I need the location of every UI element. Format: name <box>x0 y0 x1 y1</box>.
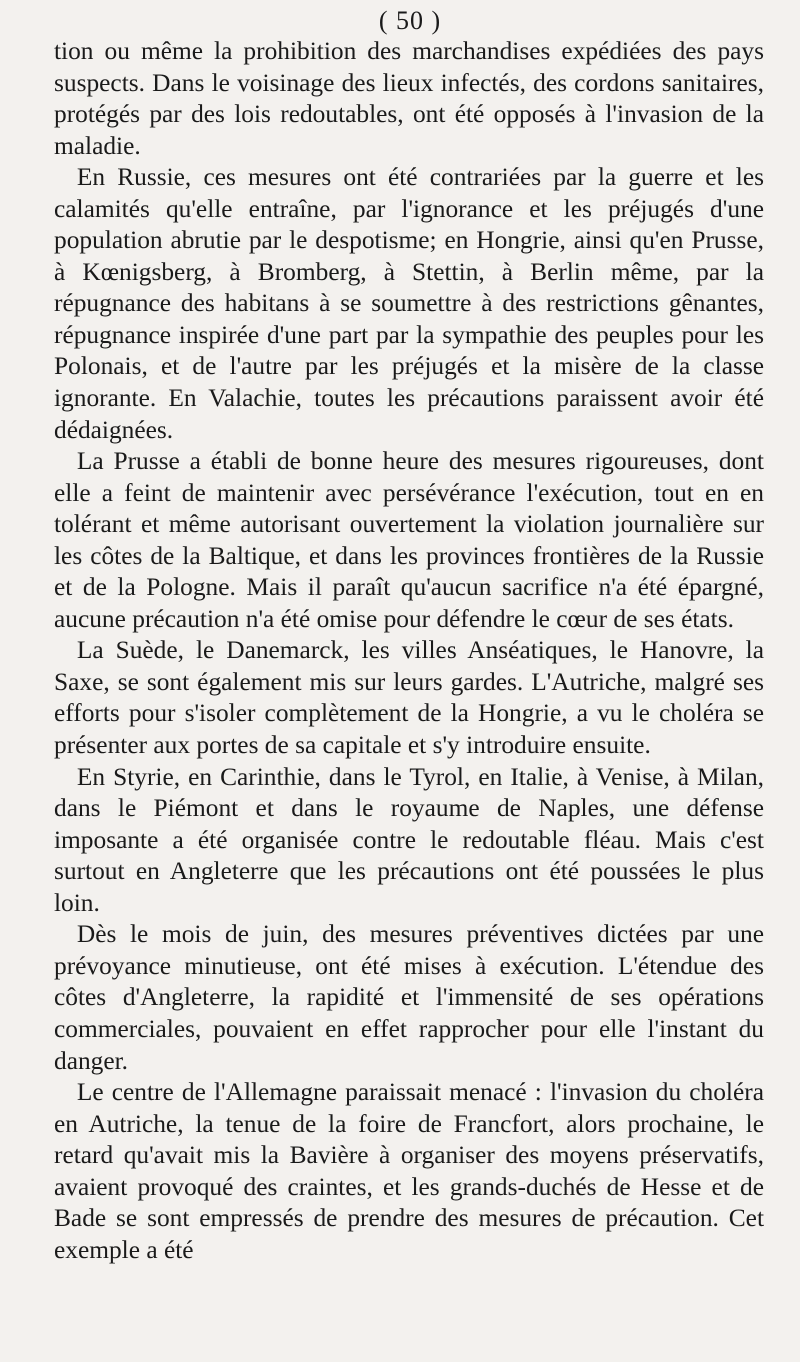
paragraph-7: Le centre de l'Allemagne paraissait menacé : l'invasion du choléra en Autriche, la tenue de la foire de Francfort, alors prochaine, le retard qu'avait mis la Bavière à organiser des moyens préservatifs, avaient provoqué des craintes, et les grands-duchés de Hesse et de Bade se sont empressés de prendre des mesures de précaution. Cet exemple a été <box>54 1078 764 1264</box>
paragraph-4: La Suède, le Danemarck, les villes Anséatiques, le Hanovre, la Saxe, se sont également mis sur leurs gardes. L'Autriche, malgré ses efforts pour s'isoler complètement de la Hongrie, a vu le choléra se présenter aux portes de sa capitale et s'y introduire ensuite. <box>54 636 764 760</box>
paragraph-3: La Prusse a établi de bonne heure des mesures rigoureuses, dont elle a feint de maintenir avec persévérance l'exécution, tout en en tolérant et même autorisant ouvertement la violation journalière sur les côtes de la Baltique, et dans les provinces frontières de la Russie et de la Pologne. Mais il paraît qu'aucun sacrifice n'a été épargné, aucune précaution n'a été omise pour défendre le cœur de ses états. <box>54 447 764 633</box>
body-text <box>54 36 764 1266</box>
page-number: ( 50 ) <box>378 6 442 35</box>
paragraph-6: Dès le mois de juin, des mesures préventives dictées par une prévoyance minutieuse, ont été mises à exécution. L'étendue des côtes d'Angleterre, la rapidité et l'immensité de ses opérations commerciales, pouvaient en effet rapprocher pour elle l'instant du danger. <box>54 920 764 1075</box>
paragraph-2: En Russie, ces mesures ont été contrariées par la guerre et les calamités qu'elle entraîne, par l'ignorance et les préjugés d'une population abrutie par le despotisme; en Hongrie, ainsi qu'en Prusse, à Kœnigsberg, à Bromberg, à Stettin, à Berlin même, par la répugnance des habitans à se soumettre à des restrictions gênantes, répugnance inspirée d'une part par la sympathie des peuples pour les Polonais, et de l'autre par les préjugés et la misère de la classe ignorante. En Valachie, toutes les précautions paraissent avoir été dédaignées. <box>54 163 764 444</box>
paragraph-5: En Styrie, en Carinthie, dans le Tyrol, en Italie, à Venise, à Milan, dans le Piémont et dans le royaume de Naples, une défense imposante a été organisée contre le redoutable fléau. Mais c'est surtout en Angleterre que les précautions ont été poussées le plus loin. <box>54 762 764 917</box>
paragraph-1: tion ou même la prohibition des marchandises expédiées des pays suspects. Dans le voisinage des lieux infectés, des cordons sanitaires, protégés par des lois redoutables, ont été opposés à l'invasion de la maladie. <box>54 37 764 160</box>
